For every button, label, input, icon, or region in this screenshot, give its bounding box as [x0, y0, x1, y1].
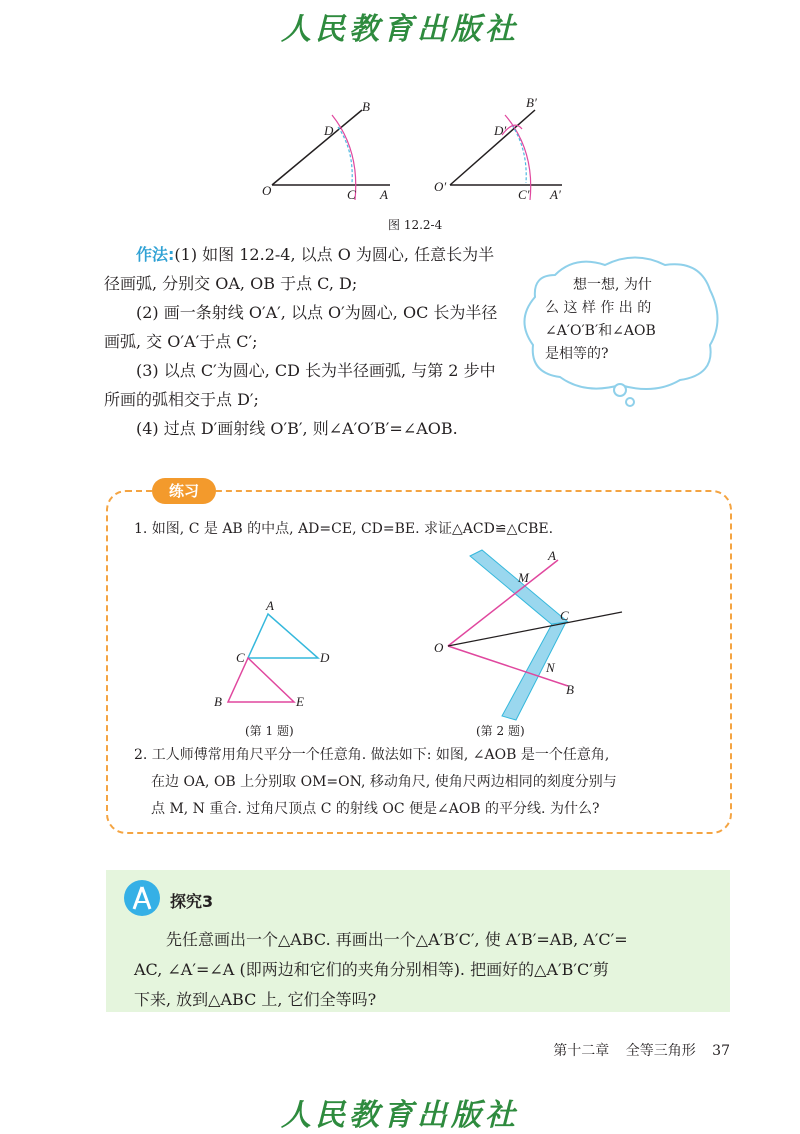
exercise-figure-1 — [210, 598, 340, 713]
label-d-prime: D′ — [494, 123, 507, 138]
figure-left — [262, 99, 390, 202]
label-c-prime: C′ — [518, 187, 530, 202]
q2-line-2: 在边 OA, OB 上分别取 OM=ON, 移动角尺, 使角尺两边相同的刻度分别与 — [151, 774, 617, 790]
cloud-line-3: ∠A′O′B′和∠AOB — [545, 323, 656, 339]
label-a: A — [380, 187, 388, 202]
step-2: (2) 画一条射线 O′A′, 以点 O′为圆心, OC 长为半径画弧, 交 O′A′于点 C′; — [104, 303, 498, 351]
fig1-label-d: D — [320, 650, 330, 665]
fig1-caption: (第 1 题) — [245, 724, 294, 738]
page-number: 37 — [712, 1043, 730, 1059]
fig2-label-c: C — [560, 608, 569, 623]
figure-right — [434, 95, 562, 202]
cloud-line-1: 想一想, 为什 — [573, 277, 652, 293]
fig1-label-a: A — [266, 598, 274, 613]
footer-chapter: 第十二章 — [553, 1043, 610, 1059]
think-cloud-text — [545, 274, 695, 366]
label-d: D — [324, 123, 334, 138]
fig1-label-c: C — [236, 650, 245, 665]
fig2-caption: (第 2 题) — [476, 724, 525, 738]
exercise-tag: 练习 — [152, 478, 216, 504]
explore-line-3: 下来, 放到△ABC 上, 它们全等吗? — [134, 990, 377, 1009]
label-o-prime: O′ — [434, 179, 447, 194]
figure-12-2-4 — [250, 95, 580, 210]
fig2-label-m: M — [518, 570, 529, 585]
fig2-label-a: A — [548, 548, 556, 563]
fig1-label-e: E — [296, 694, 304, 709]
label-b: B — [362, 99, 370, 114]
explore-title: 探究3 — [170, 892, 214, 911]
label-c: C — [347, 187, 356, 202]
q2-line-1: 2. 工人师傅常用角尺平分一个任意角. 做法如下: 如图, ∠AOB 是一个任意角, — [134, 747, 610, 763]
method-label: 作法: — [136, 245, 175, 264]
publisher-watermark-top: 人民教育出版社 — [281, 12, 519, 47]
explore-body — [134, 925, 714, 1015]
step-3: (3) 以点 C′为圆心, CD 长为半径画弧, 与第 2 步中所画的弧相交于点 D′; — [104, 361, 496, 409]
step-1: (1) 如图 12.2-4, 以点 O 为圆心, 任意长为半径画弧, 分别交 OA, OB 于点 C, D; — [104, 245, 495, 293]
fig1-label-b: B — [214, 694, 222, 709]
page-footer — [540, 1040, 730, 1060]
q2-line-3: 点 M, N 重合. 过角尺顶点 C 的射线 OC 便是∠AOB 的平分线. 为什么? — [151, 801, 600, 817]
explore-line-2: AC, ∠A′=∠A (即两边和它们的夹角分别相等). 把画好的△A′B′C′剪 — [134, 960, 609, 979]
fig2-label-b: B — [566, 682, 574, 697]
construction-steps — [104, 240, 504, 443]
exercise-figure-2 — [430, 548, 630, 728]
explore-compass-icon — [124, 880, 160, 916]
label-b-prime: B′ — [526, 95, 537, 110]
cloud-line-2: 么 这 样 作 出 的 — [545, 300, 652, 316]
figure-caption: 图 12.2-4 — [388, 218, 443, 232]
explore-line-1: 先任意画出一个△ABC. 再画出一个△A′B′C′, 使 A′B′=AB, A′C′= — [166, 930, 628, 949]
exercise-question-2 — [134, 742, 714, 823]
cloud-line-4: 是相等的? — [545, 346, 609, 362]
fig2-label-n: N — [546, 660, 555, 675]
footer-title: 全等三角形 — [625, 1043, 696, 1059]
fig2-label-o: O — [434, 640, 444, 655]
publisher-watermark-bottom: 人民教育出版社 — [281, 1098, 519, 1133]
label-a-prime: A′ — [550, 187, 561, 202]
label-o: O — [262, 183, 272, 198]
step-4: (4) 过点 D′画射线 O′B′, 则∠A′O′B′=∠AOB. — [136, 419, 458, 438]
exercise-question-1: 1. 如图, C 是 AB 的中点, AD=CE, CD=BE. 求证△ACD≌△CBE. — [134, 521, 554, 537]
